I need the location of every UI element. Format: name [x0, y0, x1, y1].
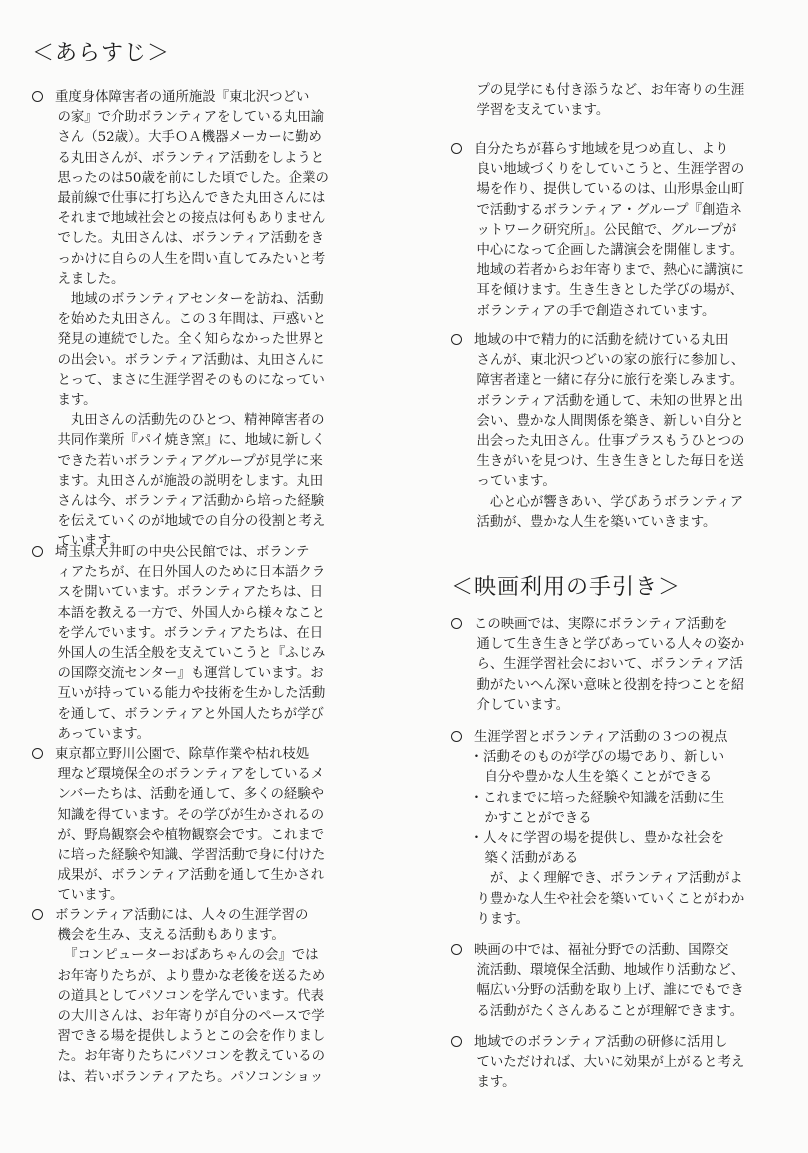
circle-bullet-icon — [451, 1036, 462, 1047]
text-line-content: 介しています。 — [476, 697, 570, 713]
text-line — [32, 411, 392, 431]
text-line-content: 障害者達と一緒に存分に旅行を楽しみます。 — [476, 373, 744, 389]
text-line — [32, 472, 392, 492]
circle-bullet-icon — [32, 91, 43, 102]
text-line-content: 学習を支えています。 — [476, 103, 610, 119]
text-line-content: た。お年寄りたちにパソコンを教えているの — [57, 1049, 325, 1065]
text-line-content: えました。 — [57, 271, 125, 287]
text-line-content: 築く活動がある — [484, 851, 579, 867]
text-line-content: 幅広い分野の活動を取り上げ、誰にでもでき — [476, 983, 744, 999]
text-line — [451, 961, 789, 981]
text-line — [32, 886, 392, 906]
text-line-content: に培った経験や知識、学習活動で身に付けた — [57, 848, 326, 864]
text-line — [32, 664, 392, 684]
text-line — [451, 302, 789, 322]
circle-bullet-icon — [32, 546, 43, 557]
text-line-content: 生涯学習とボランティア活動の３つの視点 — [474, 730, 728, 745]
text-line-content: 最前線で仕事に打ち込んできた丸田さんには — [57, 191, 326, 207]
text-line-content: かすことができる — [484, 810, 592, 826]
text-line — [451, 890, 789, 910]
text-line — [32, 906, 392, 926]
text-line-content: 動がたいへん深い意味と役割を持つことを紹 — [476, 677, 745, 693]
circle-bullet-icon — [32, 748, 43, 759]
text-line — [451, 1073, 789, 1093]
text-line-content: ます。 — [476, 1075, 516, 1091]
text-line-content: っかけに自らの人生を問い直してみたいと考 — [57, 251, 326, 267]
text-line-content: っています。 — [476, 474, 556, 490]
text-line — [451, 412, 789, 432]
text-line — [32, 1068, 392, 1088]
text-line-content: 地域の若者からお年寄りまで、熱心に講演に — [476, 263, 744, 279]
text-line-content: とって、まさに生涯学習そのものになってい — [57, 372, 325, 388]
text-line-content: ィアたちが、在日外国人のために日本語クラ — [57, 565, 326, 581]
text-line-content: あっています。 — [57, 726, 150, 742]
text-line — [32, 866, 392, 886]
text-line-content: を通して、ボランティアと外国人たちが学び — [57, 706, 324, 722]
text-line-content: が、よく理解でき、ボランティア活動がよ — [476, 871, 743, 887]
text-line — [32, 1027, 392, 1047]
text-line — [451, 452, 789, 472]
text-line-content: 心と心が響きあい、学びあうボランティア — [476, 494, 744, 510]
text-line — [451, 221, 789, 241]
text-line — [32, 684, 392, 704]
text-line — [32, 604, 392, 624]
text-line-content: ボランティア活動には、人々の生涯学習の — [55, 908, 309, 923]
text-line — [451, 615, 789, 635]
text-line — [32, 371, 392, 391]
text-line-content: 『コンピューターおばあちゃんの会』では — [57, 948, 319, 964]
text-line-content: 自分たちが暮らす地域を見つめ直し、より — [474, 142, 729, 157]
text-line — [32, 563, 392, 583]
circle-bullet-icon — [451, 143, 462, 154]
text-line — [32, 846, 392, 866]
text-line-content: で活動するボランティア・グループ『創造ネ — [476, 202, 743, 218]
circle-bullet-icon — [451, 618, 462, 629]
text-line-content: 地域でのボランティア活動の研修に活用し — [474, 1035, 728, 1050]
text-line — [32, 785, 392, 805]
text-line — [32, 209, 392, 229]
text-line-content: ら、生涯学習社会において、ボランティア活 — [476, 657, 743, 673]
text-line — [32, 492, 392, 512]
text-line — [32, 108, 392, 128]
text-line-content: ります。 — [476, 911, 529, 927]
text-line — [32, 987, 392, 1007]
text-line — [32, 189, 392, 209]
text-line — [451, 241, 789, 261]
text-line-content: ます。 — [57, 393, 97, 409]
text-line — [451, 331, 789, 351]
text-line-content: でした。丸田さんは、ボランティア活動をき — [57, 231, 325, 247]
circle-bullet-icon — [451, 334, 462, 345]
text-line — [32, 967, 392, 987]
text-line — [32, 1007, 392, 1027]
summary-paragraph-6 — [451, 331, 789, 533]
text-line — [451, 809, 789, 829]
text-line — [32, 88, 392, 108]
text-line — [451, 371, 789, 391]
text-line — [451, 392, 789, 412]
text-line — [451, 1033, 789, 1053]
text-line — [451, 768, 789, 788]
text-line — [451, 140, 789, 160]
text-line-content: 発見の連続でした。全く知らなかった世界と — [57, 332, 326, 348]
summary-paragraph-4-continued — [451, 81, 789, 121]
text-line — [32, 169, 392, 189]
summary-paragraph-3 — [32, 745, 392, 907]
text-line-content: 思ったのは50歳を前にした頃でした。企業の — [57, 170, 329, 186]
text-line-content: 機会を生み、支える活動もあります。 — [57, 928, 285, 944]
text-line-content: 理など環境保全のボランティアをしているメ — [57, 767, 325, 783]
text-line — [451, 201, 789, 221]
text-line — [32, 765, 392, 785]
summary-paragraph-1 — [32, 88, 392, 553]
text-line-content: ボランティア活動を通して、未知の世界と出 — [476, 393, 743, 409]
text-line-content: スを開いています。ボランティアたちは、日 — [57, 585, 324, 601]
text-line — [32, 351, 392, 371]
text-line — [451, 1053, 789, 1073]
text-line-content: 自分や豊かな人生を築くことができる — [484, 770, 713, 786]
text-line-content: る活動がたくさんあることが理解できます。 — [476, 1003, 744, 1019]
text-line-content: を学んでいます。ボランティアたちは、在日 — [57, 625, 324, 641]
circle-bullet-icon — [32, 909, 43, 920]
text-line — [451, 789, 789, 809]
text-line — [451, 696, 789, 716]
text-line — [32, 583, 392, 603]
text-line — [32, 624, 392, 644]
text-line-content: 地域の中で精力的に活動を続けている丸田 — [474, 333, 729, 348]
text-line-content: 生きがいを見つけ、生き生きとした毎日を送 — [476, 454, 744, 470]
text-line — [32, 543, 392, 563]
text-line-content: 互いが持っている能力や技術を生かした活動 — [57, 686, 326, 702]
text-line-content: できた若いボランティアグループが見学に来 — [57, 453, 323, 469]
text-line-content: を伝えていくのが地域での自分の役割と考え — [57, 514, 326, 530]
text-line-content: 地域のボランティアセンターを訪ね、活動 — [57, 292, 324, 308]
text-line-content: 中心になって企画した講演会を開催します。 — [476, 243, 744, 259]
text-line-content: 埼玉県大井町の中央公民館では、ボランテ — [55, 545, 310, 560]
text-line — [32, 391, 392, 411]
summary-paragraph-4 — [32, 906, 392, 1088]
text-line — [451, 351, 789, 371]
text-line — [32, 946, 392, 966]
guide-paragraph-3 — [451, 941, 789, 1022]
text-line-content: それまで地域社会との接点は何もありません — [57, 211, 326, 227]
text-line-content: の国際交流センター』も運営しています。お — [57, 666, 324, 682]
summary-paragraph-2 — [32, 543, 392, 745]
text-line — [32, 149, 392, 169]
guide-paragraph-4 — [451, 1033, 789, 1094]
text-line-content: 本語を教える一方で、外国人から様々なこと — [57, 605, 325, 621]
text-line — [32, 644, 392, 664]
text-line-content: お年寄りたちが、より豊かな老後を送るため — [57, 968, 326, 984]
text-line-content: ンバーたちは、活動を通して、多くの経験や — [57, 787, 325, 803]
text-line-content: の大川さんは、お年寄りが自分のペースで学 — [57, 1009, 325, 1025]
text-line — [451, 1002, 789, 1022]
text-line — [451, 261, 789, 281]
text-line-content: ・人々に学習の場を提供し、豊かな社会を — [469, 831, 725, 847]
text-line — [32, 705, 392, 725]
text-line-content: この映画では、実際にボランティア活動を — [474, 617, 728, 632]
guide-paragraph-2 — [451, 728, 789, 930]
text-line — [32, 806, 392, 826]
text-line-content: ットワーク研究所』。公民館で、グループが — [476, 222, 737, 238]
text-line-content: 丸田さんの活動先のひとつ、精神障害者の — [57, 413, 325, 429]
text-line-content: 共同作業所『パイ焼き窯』に、地域に新しく — [57, 433, 326, 449]
text-line-content: り豊かな人生や社会を築いていくことがわか — [476, 891, 745, 907]
text-line-content: 耳を傾けます。生き生きとした学びの場が、 — [476, 283, 744, 299]
text-line — [32, 725, 392, 745]
text-line-content: の出会い。ボランティア活動は、丸田さんに — [57, 352, 325, 368]
text-line-content: 東京都立野川公園で、除草作業や枯れ枝処 — [55, 747, 310, 762]
text-line — [32, 745, 392, 765]
text-line — [32, 330, 392, 350]
text-line — [451, 869, 789, 889]
text-line-content: 活動が、豊かな人生を築いていきます。 — [476, 514, 717, 530]
text-line — [32, 229, 392, 249]
text-line — [451, 941, 789, 961]
text-line — [451, 728, 789, 748]
circle-bullet-icon — [451, 944, 462, 955]
text-line — [32, 926, 392, 946]
text-line — [451, 493, 789, 513]
text-line-content: ます。丸田さんが施設の説明をします。丸田 — [57, 473, 324, 489]
guide-paragraph-1 — [451, 615, 789, 716]
text-line-content: 良い地域づくりをしていこうと、生涯学習の — [476, 162, 745, 178]
text-line-content: ています。 — [57, 888, 124, 904]
text-line-content: る丸田さんが、ボランティア活動をしようと — [57, 150, 325, 166]
circle-bullet-icon — [451, 731, 462, 742]
text-line — [32, 826, 392, 846]
text-line — [32, 452, 392, 472]
text-line — [451, 513, 789, 533]
text-line — [451, 655, 789, 675]
text-line — [451, 180, 789, 200]
text-line-content: 流活動、環境保全活動、地域作り活動など、 — [476, 963, 745, 979]
text-line-content: ボランティアの手で創造されています。 — [476, 303, 716, 319]
text-line-content: 映画の中では、福祉分野での活動、国際交 — [474, 943, 729, 958]
text-line — [451, 432, 789, 452]
text-line — [451, 81, 789, 101]
text-line — [32, 128, 392, 148]
text-line — [32, 250, 392, 270]
text-line-content: 出会った丸田さん。仕事プラスもうひとつの — [476, 434, 745, 450]
text-line-content: 場を作り、提供しているのは、山形県金山町 — [476, 182, 745, 198]
guide-heading: ＜映画利用の手引き＞ — [451, 575, 682, 600]
text-line-content: プの見学にも付き添うなど、お年寄りの生涯 — [476, 83, 745, 98]
text-line — [451, 472, 789, 492]
text-line-content: 習できる場を提供しようとこの会を作りまし — [57, 1029, 326, 1045]
text-line-content: ています。 — [57, 534, 124, 550]
text-line-content: 外国人の生活全般を支えていこうと『ふじみ — [57, 646, 326, 662]
text-line-content: 成果が、ボランティア活動を通して生かされ — [57, 868, 325, 884]
text-line — [451, 748, 789, 768]
text-line — [32, 1047, 392, 1067]
text-line-content: ・これまでに培った経験や知識を活動に生 — [469, 790, 725, 806]
text-line-content: 通して生き生きと学びあっている人々の姿か — [476, 637, 745, 653]
summary-heading: ＜あらすじ＞ — [32, 41, 171, 66]
text-line-content: が、野鳥観察会や植物観察会です。これまで — [57, 827, 325, 843]
text-line — [32, 512, 392, 532]
text-line-content: さん（52歳）。大手ＯＡ機器メーカーに勤め — [57, 130, 322, 146]
text-line — [451, 981, 789, 1001]
text-line-content: 会い、豊かな人間関係を築き、新しい自分と — [476, 413, 744, 429]
text-line-content: は、若いボランティアたち。パソコンショッ — [57, 1069, 324, 1085]
text-line-content: さんは今、ボランティア活動から培った経験 — [57, 494, 325, 510]
text-line — [451, 635, 789, 655]
text-line — [32, 270, 392, 290]
text-line — [32, 431, 392, 451]
text-line-content: の家』で介助ボランティアをしている丸田諭 — [57, 110, 325, 126]
text-line-content: さんが、東北沢つどいの家の旅行に参加し、 — [476, 353, 745, 369]
text-line-content: の道具としてパソコンを学んでいます。代表 — [57, 988, 324, 1004]
text-line-content: を始めた丸田さん。この３年間は、戸惑いと — [57, 312, 327, 328]
text-line — [32, 310, 392, 330]
text-line — [451, 849, 789, 869]
text-line — [32, 290, 392, 310]
text-line — [451, 676, 789, 696]
text-line-content: 重度身体障害者の通所施設『東北沢つどい — [55, 90, 310, 105]
text-line — [451, 160, 789, 180]
text-line — [451, 101, 789, 121]
text-line-content: ていただければ、大いに効果が上がると考え — [476, 1055, 745, 1071]
summary-paragraph-5 — [451, 140, 789, 322]
text-line-content: 知識を得ています。その学びが生かされるの — [57, 807, 325, 823]
text-line — [451, 829, 789, 849]
text-line-content: ・活動そのものが学びの場であり、新しい — [469, 750, 725, 766]
text-line — [451, 281, 789, 301]
text-line — [451, 910, 789, 930]
